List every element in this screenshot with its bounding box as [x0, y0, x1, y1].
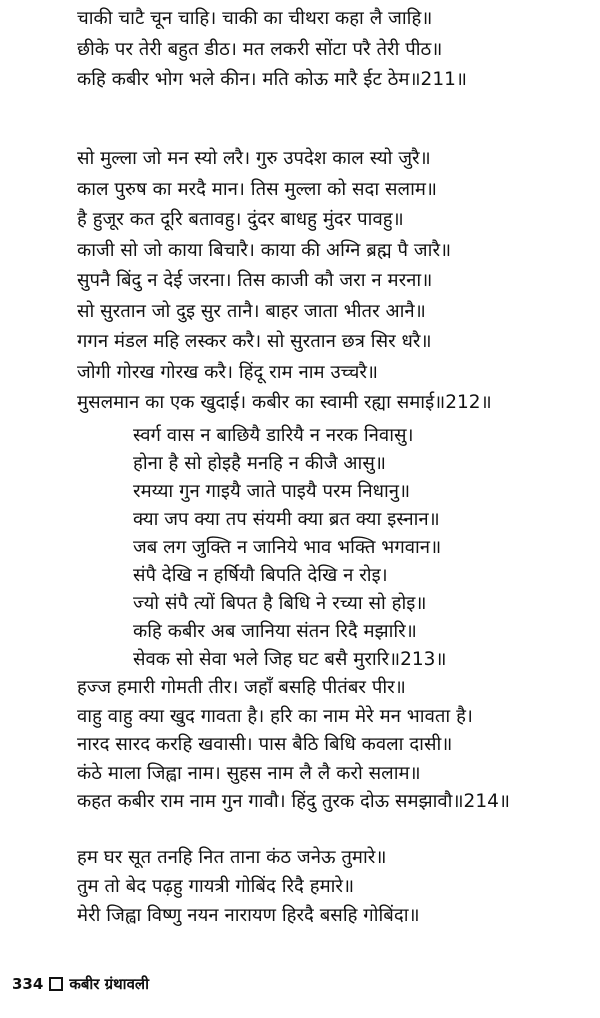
page-footer [12, 974, 149, 994]
verse-line: कहि कबीर भोग भले कीन। मति कोऊ मारै ईट ठेम॥211॥ [77, 69, 467, 90]
verse-line: काल पुरुष का मरदै मान। तिस मुल्ला को सदा सलाम॥ [77, 178, 438, 200]
verse-line: सेवक सो सेवा भले जिह घट बसै मुरारि॥213॥ [133, 649, 447, 670]
verse-line: क्या जप क्या तप संयमी क्या ब्रत क्या इस्नान॥ [133, 509, 440, 530]
verse-line: वाहु वाहु क्या खुद गावता है। हरि का नाम मेरे मन भावता है। [77, 705, 473, 727]
verse-line: ज्यो संपै त्यों बिपत है बिधि ने रच्या सो होइ॥ [133, 593, 427, 614]
verse-line: जब लग जुक्ति न जानिये भाव भक्ति भगवान॥ [133, 537, 442, 558]
verse-line: कहत कबीर राम नाम गुन गावौ। हिंदु तुरक दोऊ समझावौ॥214॥ [77, 791, 510, 812]
verse-line: मेरी जिह्वा विष्णु नयन नारायण हिरदै बसहि गोबिंदा॥ [77, 905, 420, 926]
verse-212 [77, 144, 492, 419]
verse-line: तुम तो बेद पढ़हु गायत्री गोबिंद रिदै हमारे॥ [77, 876, 355, 897]
verse-213 [133, 422, 447, 674]
verse-line: सो मुल्ला जो मन स्यो लरै। गुरु उपदेश काल स्यो जुरै॥ [77, 148, 431, 169]
verse-line: रमय्या गुन गाइयै जाते पाइयै परम निधानु॥ [133, 481, 411, 502]
verse-line: है हुजूर कत दूरि बतावहु। दुंदर बाधहु मुंदर पावहु॥ [77, 209, 404, 230]
book-title: कबीर ग्रंथावली [69, 975, 149, 993]
square-bullet-icon [49, 977, 63, 991]
verse-line: काजी सो जो काया बिचारै। काया की अग्नि ब्रह्म पै जारै॥ [77, 239, 452, 261]
verse-line: स्वर्ग वास न बाछियै डारियै न नरक निवासु। [133, 425, 414, 446]
verse-line: छीके पर तेरी बहुत डीठ। मत लकरी सोंटा परै तेरी पीठ॥ [77, 38, 443, 60]
verse-line: मुसलमान का एक खुदाई। कबीर का स्वामी रह्या समाई॥212॥ [77, 392, 492, 413]
verse-line: होना है सो होइहै मनहि न कीजै आसु॥ [133, 453, 386, 474]
verse-line: संपै देखि न हर्षियौ बिपति देखि न रोइ। [133, 565, 388, 586]
verse-line: सो सुरतान जो दुइ सुर तानै। बाहर जाता भीतर आनै॥ [77, 300, 426, 322]
verse-line: जोगी गोरख गोरख करै। हिंदू राम नाम उच्चरै॥ [77, 361, 378, 383]
verse-line: चाकी चाटै चून चाहि। चाकी का चीथरा कहा लै जाहि॥ [77, 8, 433, 29]
verse-line: सुपनै बिंदु न देई जरना। तिस काजी कौ जरा न मरना॥ [77, 270, 433, 291]
page-number: 334 [12, 975, 44, 993]
verse-line: हज्ज हमारी गोमती तीर। जहाँ बसहि पीतंबर पीर॥ [77, 677, 406, 698]
verse-214 [77, 674, 510, 817]
verse-line: हम घर सूत तनहि नित ताना कंठ जनेऊ तुमारे॥ [77, 847, 387, 868]
verse-215 [77, 843, 420, 930]
verse-line: कहि कबीर अब जानिया संतन रिदै मझारि॥ [133, 621, 417, 642]
verse-211 [77, 4, 467, 96]
verse-line: नारद सारद करहि खवासी। पास बैठि बिधि कवला दासी॥ [77, 734, 453, 755]
verse-line: गगन मंडल महि लस्कर करै। सो सुरतान छत्र सिर धरै॥ [77, 331, 432, 352]
verse-line: कंठे माला जिह्वा नाम। सुहस नाम लै लै करो सलाम॥ [77, 762, 421, 784]
